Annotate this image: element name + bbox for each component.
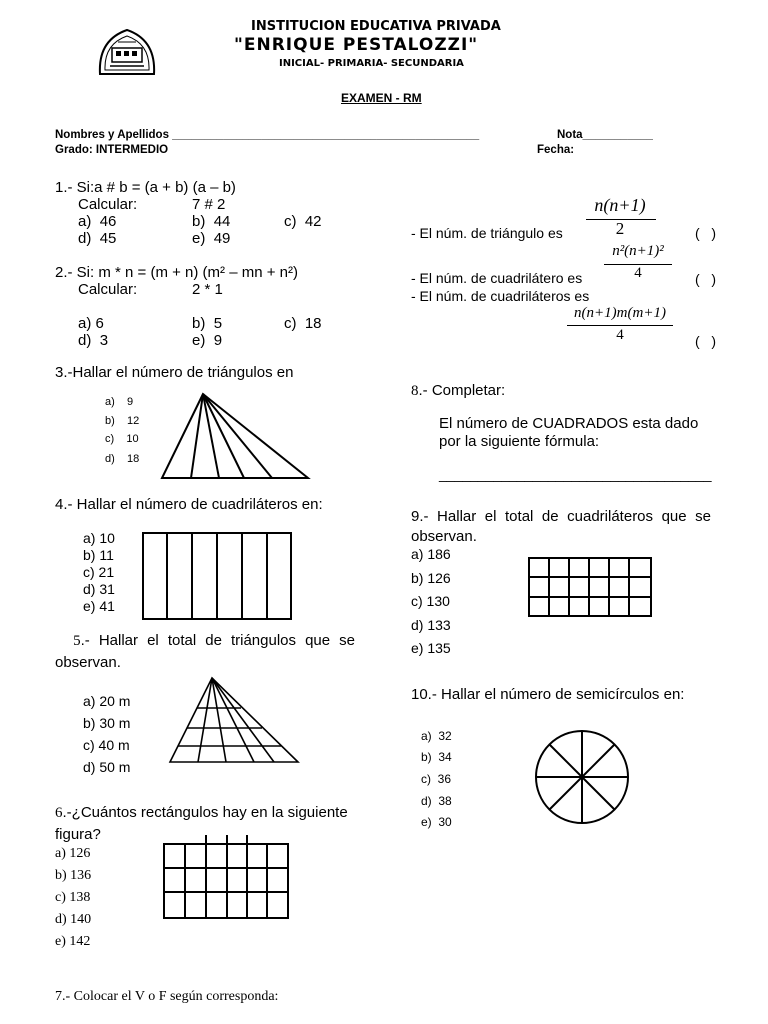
q6-stem: 6.-¿Cuántos rectángulos hay en la siguiente figura?	[55, 804, 348, 843]
q10-option-c: c) 36	[421, 772, 452, 786]
q1-stem: 1.- Si:a # b = (a + b) (a – b)	[55, 179, 236, 196]
school-type: INSTITUCION EDUCATIVA PRIVADA	[251, 19, 501, 34]
q6-option-d: d) 140	[55, 912, 92, 927]
q5-option-a: a) 20 m	[83, 693, 131, 709]
q8-text: El número de CUADRADOS esta dado por la siguiente fórmula:	[439, 415, 699, 450]
q3-option-b: b) 12	[105, 415, 140, 427]
q3-triangle-figure	[160, 392, 310, 480]
formula-1-answer-box[interactable]: ( )	[695, 225, 716, 241]
q1-option-d: d) 45	[78, 230, 117, 247]
q1-option-b: b) 44	[192, 213, 231, 230]
q7-stem: 7.- Colocar el V o F según corresponda:	[55, 989, 279, 1004]
formula-2-denominator: 4	[634, 265, 642, 281]
q9-option-e: e) 135	[411, 640, 451, 656]
q9-stem: 9.- Hallar el total de cuadriláteros que se observan.	[411, 508, 711, 545]
formula-1-numerator: n(n+1)	[594, 195, 646, 215]
q6-option-a: a) 126	[55, 846, 91, 861]
q2-option-d: d) 3	[78, 332, 109, 349]
q4-option-c: c) 21	[83, 564, 115, 580]
q9-option-d: d) 133	[411, 617, 451, 633]
q1-option-e: e) 49	[192, 230, 231, 247]
q6-option-c: c) 138	[55, 890, 91, 905]
q4-stem: 4.- Hallar el número de cuadriláteros en:	[55, 496, 323, 513]
q10-option-e: e) 30	[421, 815, 452, 829]
q2-calc-label: Calcular:	[78, 281, 138, 298]
q6-grid-figure	[162, 834, 290, 920]
q4-option-d: d) 31	[83, 581, 115, 597]
q9-option-c: c) 130	[411, 593, 450, 609]
formula-1-denominator: 2	[615, 219, 625, 238]
school-name: "ENRIQUE PESTALOZZI"	[234, 35, 479, 55]
q10-stem: 10.- Hallar el número de semicírculos en:	[411, 686, 685, 703]
school-crest-icon	[96, 26, 158, 78]
q10-option-b: b) 34	[421, 750, 452, 764]
q2-stem: 2.- Si: m * n = (m + n) (m² – mn + n²)	[55, 264, 298, 281]
name-field-label: Nombres y Apellidos ________________________________________________	[55, 129, 480, 141]
formula-3-bar	[567, 325, 673, 326]
q3-option-c: c) 10	[105, 433, 139, 445]
nota-field-label: Nota___________	[557, 129, 653, 141]
q6-option-e: e) 142	[55, 934, 91, 949]
q8-title: 8.- Completar:	[411, 382, 506, 399]
q4-option-a: a) 10	[83, 530, 115, 546]
q1-option-c: c) 42	[284, 213, 322, 230]
q3-option-d: d) 18	[105, 453, 140, 465]
q8-answer-blank[interactable]: ___________________________________	[439, 466, 712, 482]
q9-option-a: a) 186	[411, 546, 451, 562]
q2-option-b: b) 5	[192, 315, 223, 332]
formula-2-numerator: n²(n+1)²	[612, 243, 664, 259]
q9-option-b: b) 126	[411, 570, 451, 586]
q1-calc-label: Calcular:	[78, 196, 138, 213]
q4-option-b: b) 11	[83, 547, 114, 563]
formula-2-answer-box[interactable]: ( )	[695, 271, 716, 287]
formula-3-answer-box[interactable]: ( )	[695, 333, 716, 349]
exam-title: EXAMEN - RM	[341, 91, 422, 105]
q2-option-e: e) 9	[192, 332, 223, 349]
q4-option-e: e) 41	[83, 598, 115, 614]
q5-option-d: d) 50 m	[83, 759, 131, 775]
q5-stem: 5.- Hallar el total de triángulos que se observan.	[55, 632, 355, 671]
q2-calc-expr: 2 * 1	[192, 281, 223, 298]
q10-option-a: a) 32	[421, 729, 452, 743]
q5-triangle-figure	[168, 676, 300, 764]
q3-stem: 3.-Hallar el número de triángulos en	[55, 364, 294, 381]
q10-option-d: d) 38	[421, 794, 452, 808]
formula-3-denominator: 4	[616, 327, 624, 343]
q5-option-c: c) 40 m	[83, 737, 130, 753]
q2-option-a: a) 6	[78, 315, 104, 332]
formula-1-label: - El núm. de triángulo es	[411, 225, 563, 241]
q9-grid-figure	[528, 557, 652, 617]
fecha-label: Fecha:	[537, 144, 575, 156]
q2-option-c: c) 18	[284, 315, 322, 332]
q6-option-b: b) 136	[55, 868, 92, 883]
q10-circle-figure	[534, 729, 630, 825]
q4-rectangle-figure	[142, 532, 292, 620]
formula-3-numerator: n(n+1)m(m+1)	[574, 305, 666, 321]
grado-label: Grado: INTERMEDIO	[55, 144, 169, 156]
q1-calc-expr: 7 # 2	[192, 196, 226, 213]
school-levels: INICIAL- PRIMARIA- SECUNDARIA	[279, 58, 464, 69]
formula-2-label: - El núm. de cuadrilátero es	[411, 270, 583, 286]
q1-option-a: a) 46	[78, 213, 117, 230]
q3-option-a: a) 9	[105, 396, 134, 408]
q5-option-b: b) 30 m	[83, 715, 131, 731]
formula-3-label: - El núm. de cuadriláteros es	[411, 288, 590, 304]
